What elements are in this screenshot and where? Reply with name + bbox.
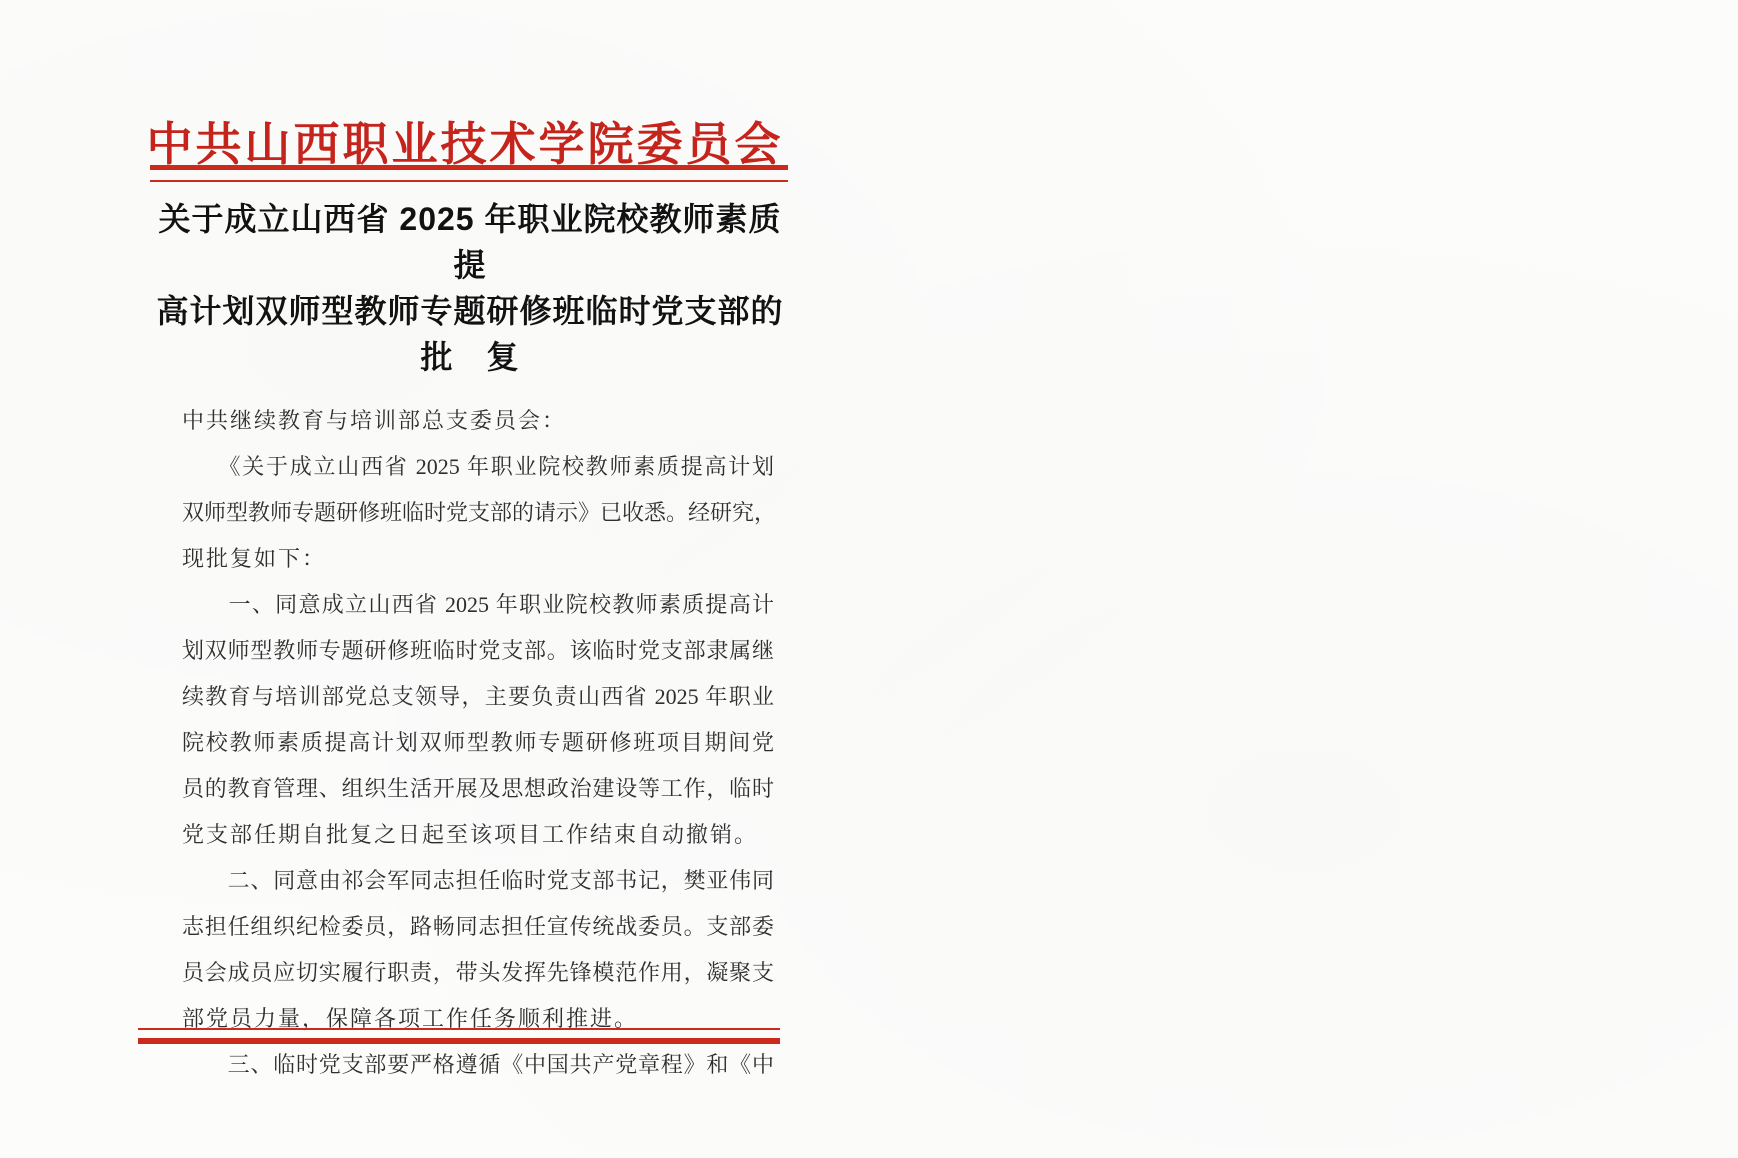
body-line: 员的教育管理、组织生活开展及思想政治建设等工作，临时 — [182, 776, 774, 801]
document-page-2 — [790, 0, 1738, 1158]
red-letterhead-title: 中共山西职业技术学院委员会 — [146, 119, 784, 170]
body-line: 部党员力量，保障各项工作任务顺利推进。 — [182, 1006, 639, 1031]
document-page-1 — [0, 0, 790, 1158]
title-line-2: 高计划双师型教师专题研修班临时党支部的 — [156, 293, 784, 329]
body-line: 志担任组织纪检委员，路畅同志担任宣传统战委员。支部委 — [182, 914, 774, 939]
salutation-line: 中共继续教育与培训部总支委员会： — [182, 408, 567, 433]
body-line: 续教育与培训部党总支领导，主要负责山西省 2025 年职业 — [182, 684, 774, 709]
body-line: 二、同意由祁会军同志担任临时党支部书记，樊亚伟同 — [182, 868, 774, 893]
body-line: 党支部任期自批复之日起至该项目工作结束自动撤销。 — [182, 822, 759, 847]
title-line-3: 批 复 — [420, 339, 520, 375]
body-line: 员会成员应切实履行职责，带头发挥先锋模范作用，凝聚支 — [182, 960, 774, 985]
body-line: 院校教师素质提高计划双师型教师专题研修班项目期间党 — [182, 730, 774, 755]
page1-body-text — [182, 444, 777, 1088]
page-footer-red-line — [138, 1028, 780, 1044]
document-title — [150, 196, 790, 380]
body-line: 三、临时党支部要严格遵循《中国共产党章程》和《中 — [182, 1052, 774, 1077]
body-line: 《关于成立山西省 2025 年职业院校教师素质提高计划 — [182, 454, 774, 479]
letterhead-divider-line — [150, 165, 788, 182]
body-line: 一、同意成立山西省 2025 年职业院校教师素质提高计 — [182, 592, 774, 617]
body-line: 现批复如下： — [182, 546, 327, 571]
body-line: 双师型教师专题研修班临时党支部的请示》已收悉。经研究， — [182, 500, 777, 525]
title-line-1: 关于成立山西省 2025 年职业院校教师素质提 — [158, 201, 782, 283]
body-line: 划双师型教师专题研修班临时党支部。该临时党支部隶属继 — [182, 638, 774, 663]
